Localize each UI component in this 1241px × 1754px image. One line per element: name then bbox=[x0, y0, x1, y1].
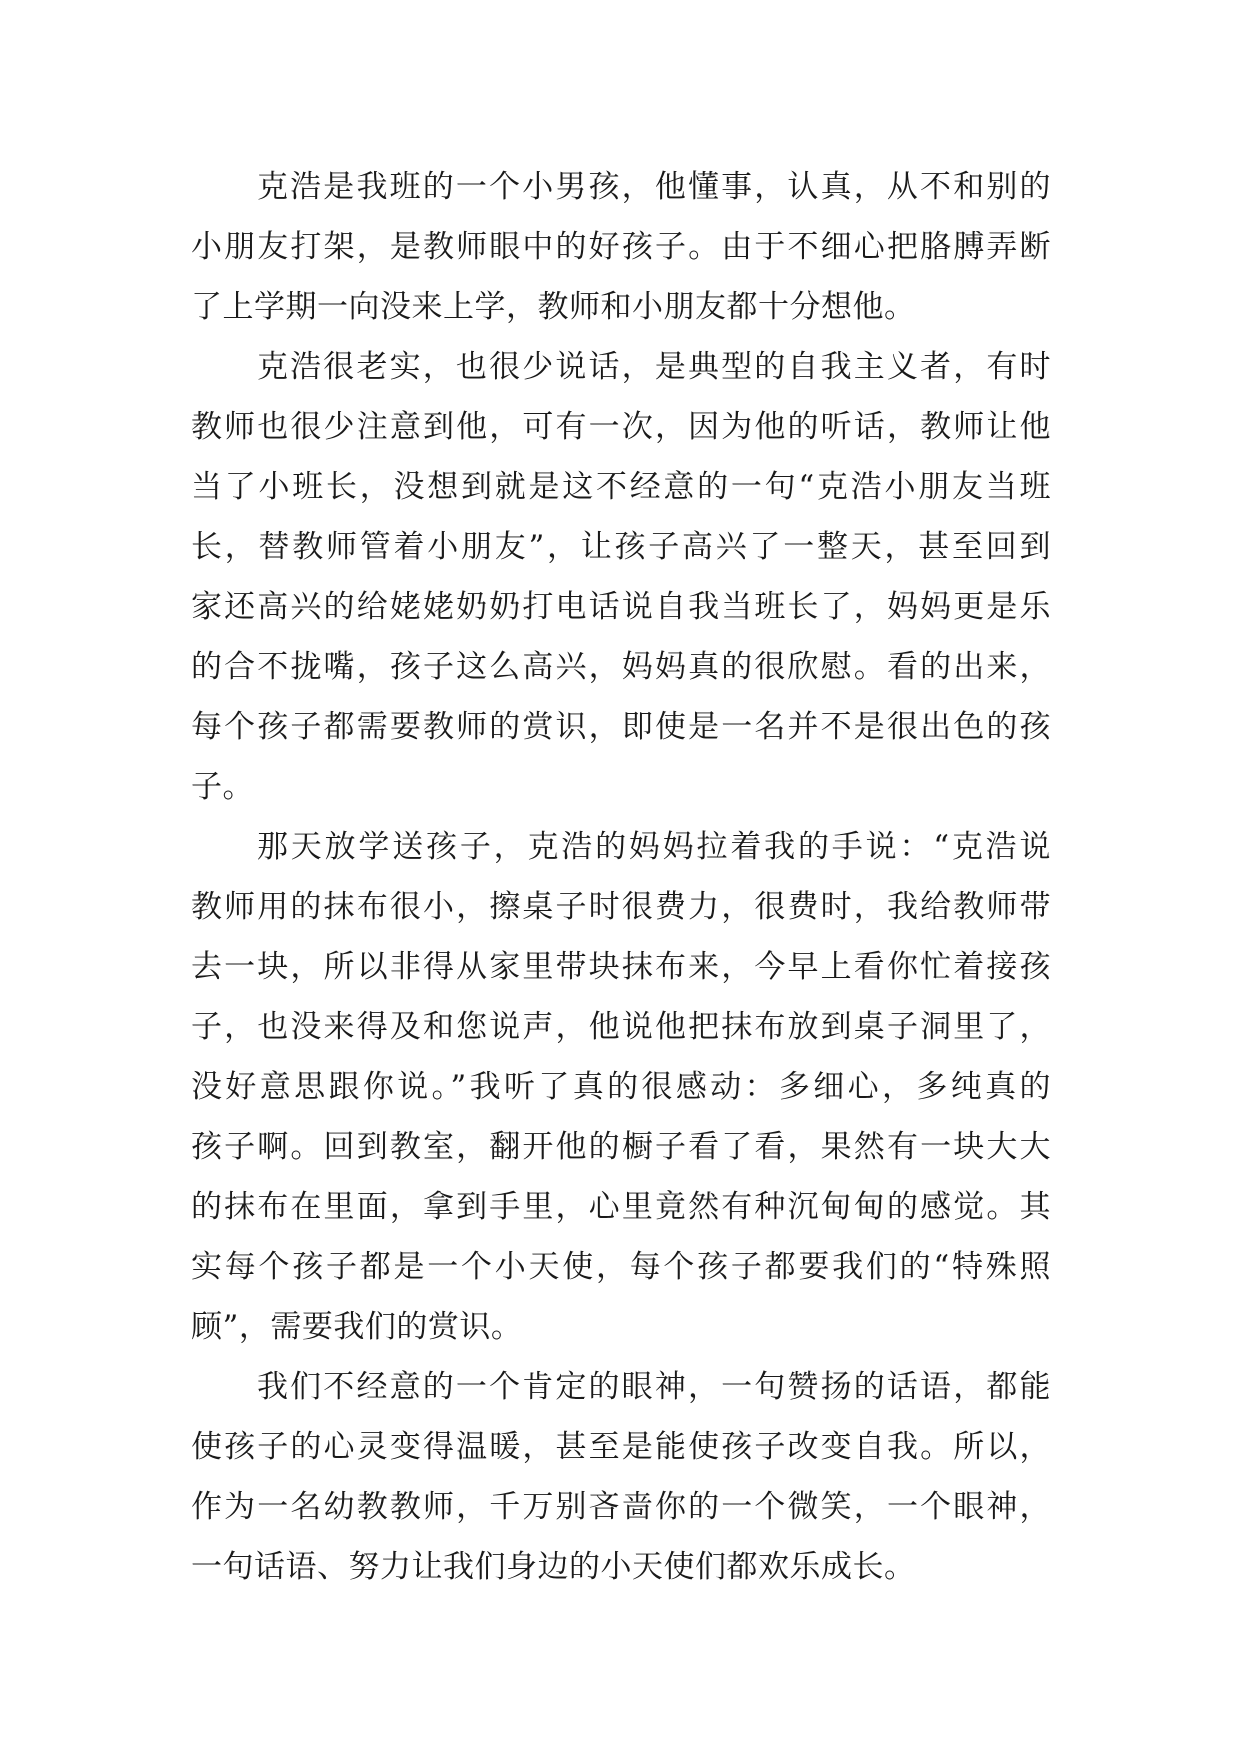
paragraph-line: 使孩子的心灵变得温暖，甚至是能使孩子改变自我。所以， bbox=[191, 1429, 1051, 1465]
paragraph-line: 没好意思跟你说。”我听了真的很感动：多细心，多纯真的 bbox=[191, 1069, 1051, 1105]
paragraph-line: 子，也没来得及和您说声，他说他把抹布放到桌子洞里了， bbox=[191, 1009, 1051, 1045]
paragraph-2 bbox=[191, 337, 1051, 817]
paragraph-line: 教师也很少注意到他，可有一次，因为他的听话，教师让他 bbox=[191, 409, 1051, 445]
paragraph-line: 克浩是我班的一个小男孩，他懂事，认真，从不和别的 bbox=[257, 169, 1051, 205]
paragraph-line: 的抹布在里面，拿到手里，心里竟然有种沉甸甸的感觉。其 bbox=[191, 1189, 1051, 1225]
paragraph-1 bbox=[191, 157, 1051, 337]
paragraph-3 bbox=[191, 817, 1051, 1357]
paragraph-line: 教师用的抹布很小，擦桌子时很费力，很费时，我给教师带 bbox=[191, 889, 1051, 925]
paragraph-line: 作为一名幼教教师，千万别吝啬你的一个微笑，一个眼神， bbox=[191, 1489, 1051, 1525]
paragraph-4 bbox=[191, 1357, 1051, 1597]
document-body bbox=[191, 157, 1051, 1597]
paragraph-line: 顾”，需要我们的赏识。 bbox=[191, 1309, 523, 1345]
paragraph-line: 那天放学送孩子，克浩的妈妈拉着我的手说：“克浩说 bbox=[257, 829, 1051, 865]
paragraph-line: 当了小班长，没想到就是这不经意的一句“克浩小朋友当班 bbox=[191, 469, 1051, 505]
paragraph-line: 的合不拢嘴，孩子这么高兴，妈妈真的很欣慰。看的出来， bbox=[191, 649, 1051, 685]
paragraph-line: 家还高兴的给姥姥奶奶打电话说自我当班长了，妈妈更是乐 bbox=[191, 589, 1051, 625]
paragraph-line: 一句话语、努力让我们身边的小天使们都欢乐成长。 bbox=[191, 1549, 916, 1585]
paragraph-line: 了上学期一向没来上学，教师和小朋友都十分想他。 bbox=[191, 289, 916, 325]
paragraph-line: 子。 bbox=[191, 769, 254, 805]
paragraph-line: 克浩很老实，也很少说话，是典型的自我主义者，有时 bbox=[257, 349, 1051, 385]
paragraph-line: 去一块，所以非得从家里带块抹布来，今早上看你忙着接孩 bbox=[191, 949, 1051, 985]
paragraph-line: 我们不经意的一个肯定的眼神，一句赞扬的话语，都能 bbox=[257, 1369, 1051, 1405]
paragraph-line: 每个孩子都需要教师的赏识，即使是一名并不是很出色的孩 bbox=[191, 709, 1051, 745]
paragraph-line: 小朋友打架，是教师眼中的好孩子。由于不细心把胳膊弄断 bbox=[191, 229, 1051, 265]
paragraph-line: 长，替教师管着小朋友”，让孩子高兴了一整天，甚至回到 bbox=[191, 529, 1051, 565]
paragraph-line: 实每个孩子都是一个小天使，每个孩子都要我们的“特殊照 bbox=[191, 1249, 1051, 1285]
paragraph-line: 孩子啊。回到教室，翻开他的橱子看了看，果然有一块大大 bbox=[191, 1129, 1051, 1165]
